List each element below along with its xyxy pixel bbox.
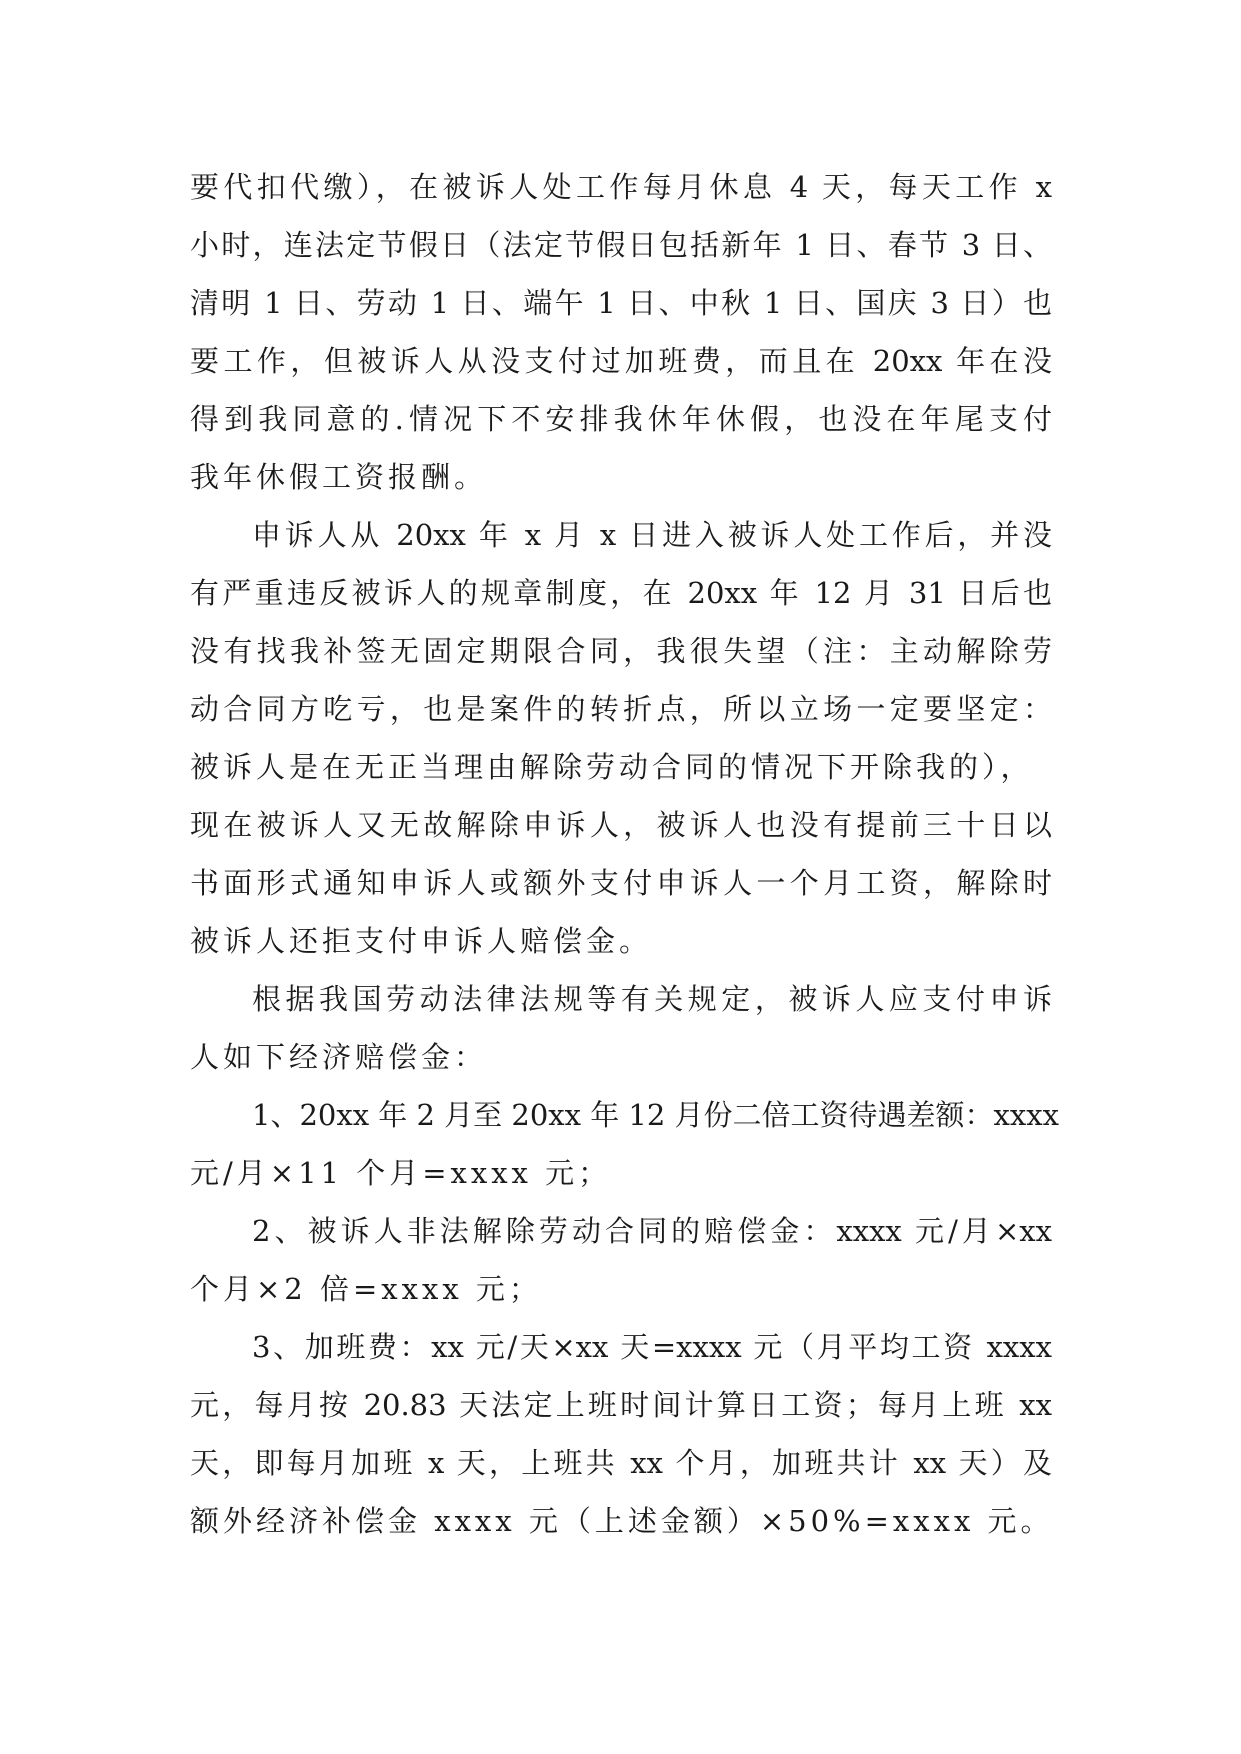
text-line: 个月×2 倍=xxxx 元；: [190, 1272, 542, 1306]
text-line: 我年休假工资报酬。: [190, 460, 488, 494]
text-line: 人如下经济赔偿金：: [190, 1040, 488, 1074]
text-line: 动合同方吃亏，也是案件的转折点，所以立场一定要坚定：: [190, 692, 1052, 726]
text-line: 要代扣代缴），在被诉人处工作每月休息 4 天，每天工作 x: [190, 170, 1052, 204]
paragraph-3: [190, 970, 1052, 1086]
text-line: 有严重违反被诉人的规章制度，在 20xx 年 12 月 31 日后也: [190, 576, 1052, 610]
claim-item-3: [190, 1318, 1052, 1550]
text-line: 清明 1 日、劳动 1 日、端午 1 日、中秋 1 日、国庆 3 日）也: [190, 286, 1052, 320]
text-line: 书面形式通知申诉人或额外支付申诉人一个月工资，解除时: [190, 866, 1052, 900]
text-line: 要工作，但被诉人从没支付过加班费，而且在 20xx 年在没: [190, 344, 1052, 378]
text-line: 1、20xx 年 2 月至 20xx 年 12 月份二倍工资待遇差额：xxxx: [252, 1098, 1059, 1132]
text-line: 被诉人是在无正当理由解除劳动合同的情况下开除我的），: [190, 750, 1034, 784]
claim-item-2: [190, 1202, 1052, 1318]
text-line: 额外经济补偿金 xxxx 元（上述金额）×50%=xxxx 元。: [190, 1504, 1054, 1538]
text-line: 3、加班费：xx 元/天×xx 天=xxxx 元（月平均工资 xxxx: [252, 1330, 1052, 1364]
text-line: 申诉人从 20xx 年 x 月 x 日进入被诉人处工作后，并没: [252, 518, 1052, 552]
text-line: 元，每月按 20.83 天法定上班时间计算日工资；每月上班 xx: [190, 1388, 1052, 1422]
paragraph-2: [190, 506, 1052, 970]
text-line: 得到我同意的.情况下不安排我休年休假，也没在年尾支付: [190, 402, 1052, 436]
text-line: 元/月×11 个月=xxxx 元；: [190, 1156, 612, 1190]
text-line: 现在被诉人又无故解除申诉人，被诉人也没有提前三十日以: [190, 808, 1052, 842]
text-line: 小时，连法定节假日（法定节假日包括新年 1 日、春节 3 日、: [190, 228, 1052, 262]
text-line: 没有找我补签无固定期限合同，我很失望（注：主动解除劳: [190, 634, 1052, 668]
text-line: 2、被诉人非法解除劳动合同的赔偿金：xxxx 元/月×xx: [252, 1214, 1052, 1248]
text-line: 被诉人还拒支付申诉人赔偿金。: [190, 924, 653, 958]
claim-item-1: [190, 1086, 1059, 1202]
text-line: 天，即每月加班 x 天，上班共 xx 个月，加班共计 xx 天）及: [190, 1446, 1052, 1480]
text-line: 根据我国劳动法律法规等有关规定，被诉人应支付申诉: [252, 982, 1052, 1016]
paragraph-1: [190, 158, 1052, 506]
document-page: [190, 158, 1059, 1550]
